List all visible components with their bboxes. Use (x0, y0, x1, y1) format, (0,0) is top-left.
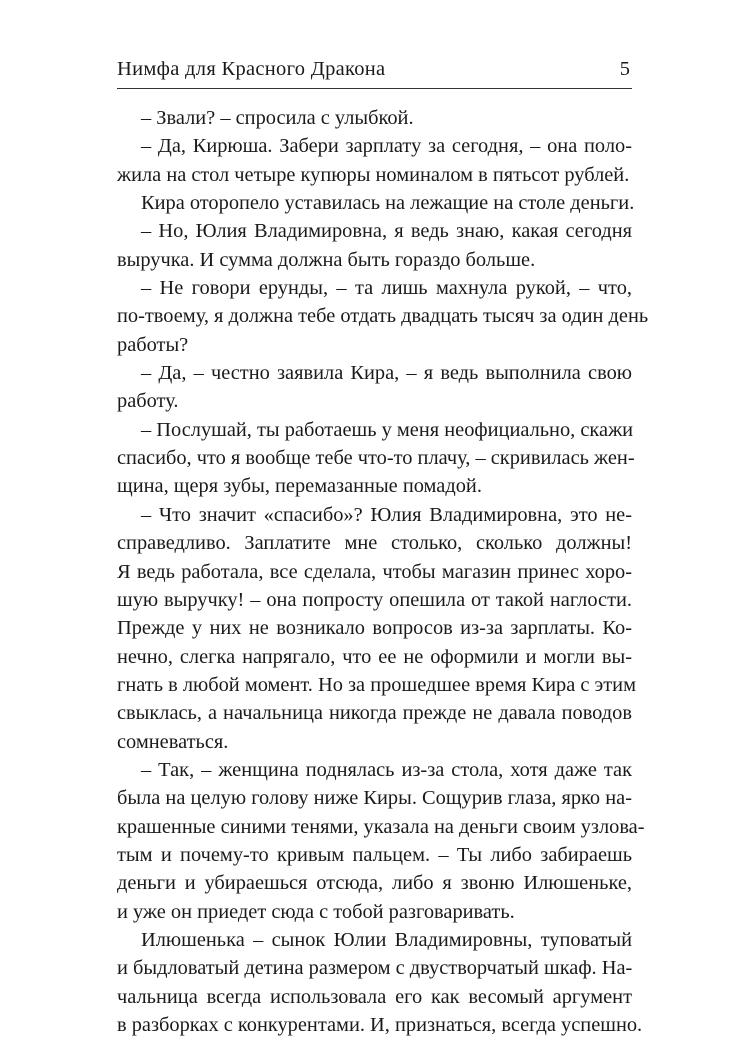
paragraph (117, 359, 632, 416)
paragraph (117, 217, 632, 274)
paragraph (117, 756, 645, 926)
text-line: в разборках с конкурентами. И, признаться, всегда успешно. (117, 1014, 643, 1036)
text-line: и уже он приедет сюда с тобой разговаривать. (117, 900, 515, 923)
text-line: – Да, – честно заявила Кира, – я ведь выполнила свою (141, 362, 632, 385)
text-line: – Не говори ерунды, – та лишь махнула рукой, – что, (141, 277, 632, 300)
book-title: Нимфа для Красного Дракона (117, 58, 386, 80)
text-line: работы? (117, 333, 189, 356)
text-line: чальница всегда использовала его как весомый аргумент (117, 985, 632, 1008)
text-line: свыклась, а начальница никогда прежде не давала поводов (117, 702, 632, 725)
text-line: выручка. И сумма должна быть гораздо больше. (117, 248, 536, 271)
text-line: – Но, Юлия Владимировна, я ведь знаю, какая сегодня (141, 220, 632, 243)
text-line: нечно, слегка напрягало, что ее не оформили и могли вы- (117, 645, 632, 668)
text-line: жила на стол четыре купюры номиналом в пятьсот рублей. (117, 163, 630, 186)
text-line: – Послушай, ты работаешь у меня неофициально, скажи (141, 418, 634, 441)
text-line: сомневаться. (117, 730, 229, 753)
text-line: и быдловатый детина размером с двустворчатый шкаф. На- (117, 957, 633, 980)
paragraph (117, 189, 635, 217)
text-line: – Что значит «спасибо»? Юлия Владимировна, это не- (141, 503, 632, 526)
body-text (117, 104, 649, 1039)
paragraph (117, 416, 635, 501)
text-line: деньги и убираешься отсюда, либо я звоню Илюшеньке, (117, 872, 632, 895)
text-line: Я ведь работала, все сделала, чтобы магазин принес хоро- (117, 560, 632, 583)
text-line: щина, щеря зубы, перемазанные помадой. (117, 475, 482, 498)
text-line: гнать в любой момент. Но за прошедшее время Кира с этим (117, 673, 636, 696)
text-line: Прежде у них не возникало вопросов из-за зарплаты. Ко- (117, 617, 632, 640)
paragraph (117, 501, 636, 756)
text-line: шую выручку! – она попросту опешила от такой наглости. (117, 588, 632, 611)
text-line: Илюшенька – сынок Юлии Владимировны, туповатый (141, 928, 632, 951)
text-line: была на целую голову ниже Киры. Сощурив глаза, ярко на- (117, 787, 632, 810)
text-line: тым и почему-то кривым пальцем. – Ты либо забираешь (117, 843, 632, 866)
text-line: крашенные синими тенями, указала на деньги своим узлова- (117, 815, 645, 838)
paragraph (117, 104, 632, 132)
paragraph (117, 132, 632, 189)
text-line: работу. (117, 390, 179, 413)
text-line: – Да, Кирюша. Забери зарплату за сегодня, – она поло- (141, 135, 632, 158)
paragraph (117, 274, 649, 359)
text-line: – Звали? – спросила с улыбкой. (141, 107, 414, 129)
paragraph (117, 926, 643, 1039)
text-line: – Так, – женщина поднялась из-за стола, хотя даже так (141, 758, 632, 781)
running-header (117, 58, 632, 89)
text-line: по-твоему, я должна тебе отдать двадцать тысяч за один день (117, 305, 649, 328)
text-line: спасибо, что я вообще тебе что-то плачу, – скривилась жен- (117, 447, 635, 470)
page-number: 5 (619, 58, 630, 80)
text-line: Кира оторопело уставилась на лежащие на столе деньги. (141, 192, 635, 215)
text-line: справедливо. Заплатите мне столько, сколько должны! (117, 532, 632, 555)
